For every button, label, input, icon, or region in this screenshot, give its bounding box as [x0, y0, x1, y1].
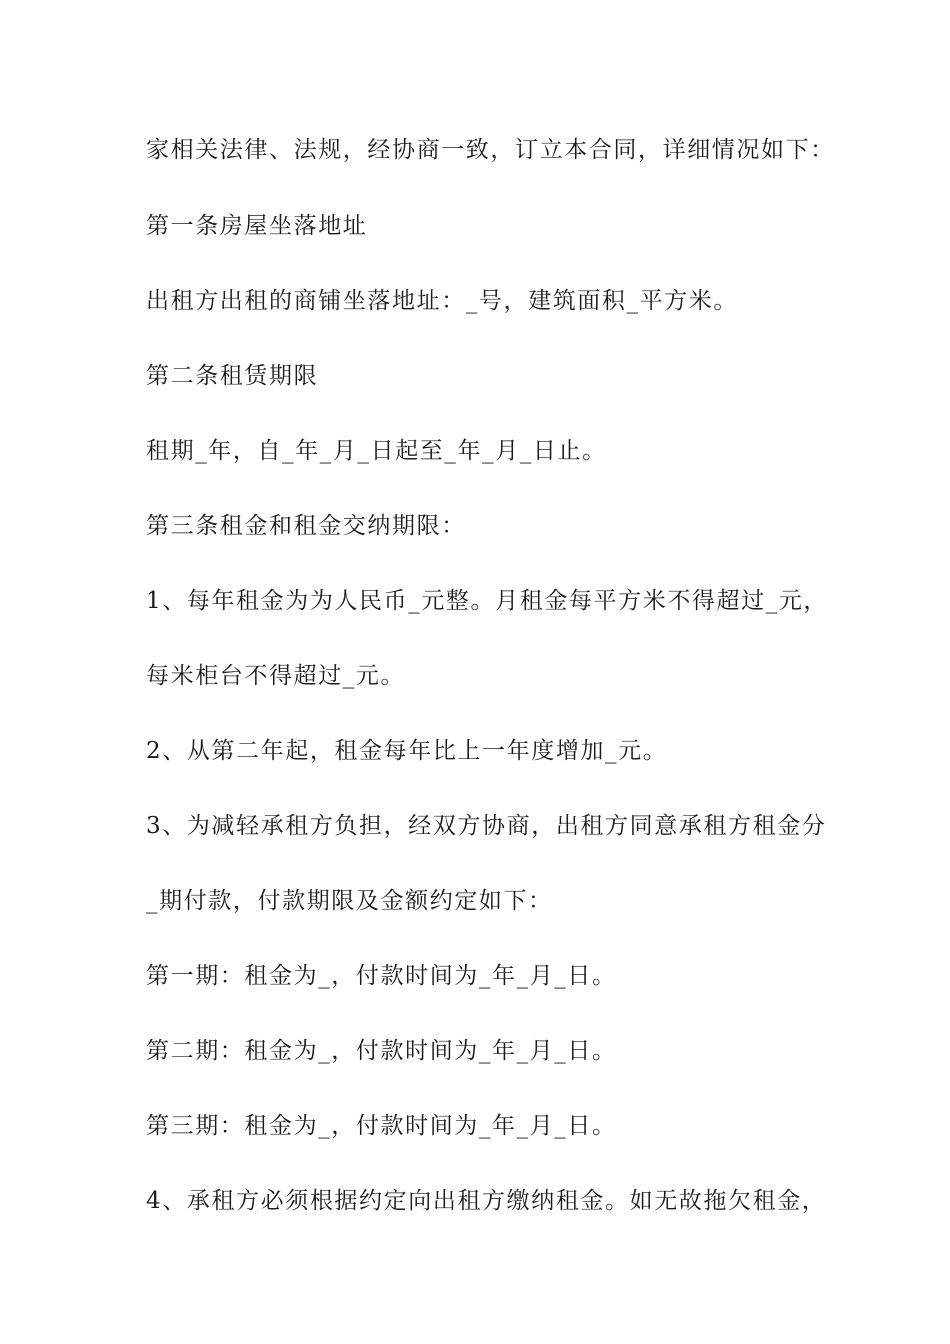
text-line: _期付款，付款期限及金额约定如下：	[146, 888, 553, 914]
section-heading: 第二条租赁期限	[146, 363, 319, 389]
text-line: 第一期：租金为_，付款时间为_年_月_日。	[146, 963, 617, 989]
text-line: 第三期：租金为_，付款时间为_年_月_日。	[146, 1113, 617, 1139]
text-line: 3、为减轻承租方负担，经双方协商，出租方同意承租方租金分	[146, 813, 827, 839]
text-line: 每米柜台不得超过_元。	[146, 663, 406, 689]
text-line: 出租方出租的商铺坐落地址：_号，建筑面积_平方米。	[146, 288, 738, 314]
text-line: 第二期：租金为_，付款时间为_年_月_日。	[146, 1038, 617, 1064]
text-line: 1、每年租金为为人民币_元整。月租金每平方米不得超过_元，	[146, 588, 829, 614]
text-line: 4、承租方必须根据约定向出租方缴纳租金。如无故拖欠租金，	[146, 1188, 827, 1214]
section-heading: 第一条房屋坐落地址	[146, 213, 368, 239]
section-heading: 第三条租金和租金交纳期限：	[146, 513, 466, 539]
text-line: 家相关法律、法规，经协商一致，订立本合同，详细情况如下：	[146, 137, 835, 163]
text-line: 2、从第二年起，租金每年比上一年度增加_元。	[146, 738, 668, 764]
text-line: 租期_年，自_年_月_日起至_年_月_日止。	[146, 438, 607, 464]
